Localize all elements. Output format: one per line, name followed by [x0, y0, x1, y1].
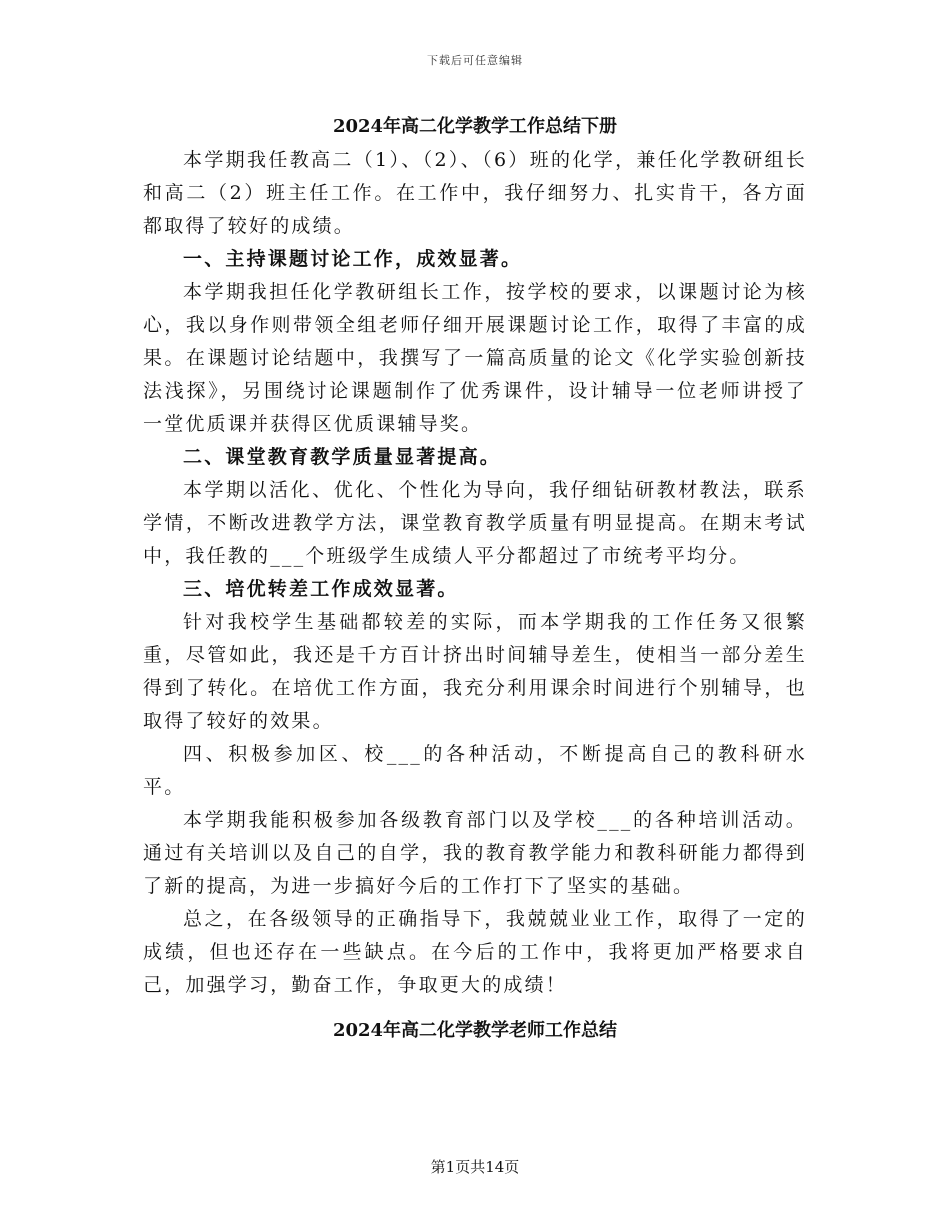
page-header-note: 下载后可任意编辑: [427, 54, 523, 67]
section-heading-1: 一、主持课题讨论工作，成效显著。: [183, 248, 523, 270]
section-4-paragraph: 本学期我能积极参加各级教育部门以及学校___的各种培训活动。通过有关培训以及自己的自学，我的教育教学能力和教科研能力都得到了新的提高，为进一步搞好今后的工作打下了坚实的基础。: [143, 809, 807, 897]
section-heading-4: 四、积极参加区、校___的各种活动，不断提高自己的教科研水平。: [143, 743, 807, 798]
section-heading-2: 二、课堂教育教学质量显著提高。: [183, 446, 502, 468]
document-title: 2024年高二化学教学工作总结下册: [332, 116, 618, 137]
next-document-title: 2024年高二化学教学老师工作总结: [332, 1020, 618, 1041]
page-footer-number: 第1页共14页: [430, 1158, 520, 1176]
section-1-paragraph: 本学期我担任化学教研组长工作，按学校的要求，以课题讨论为核心，我以身作则带领全组老师仔细开展课题讨论工作，取得了丰富的成果。在课题讨论结题中，我撰写了一篇高质量的论文《化学实验创新技法浅探》，另围绕讨论课题制作了优秀课件，设计辅导一位老师讲授了一堂优质课并获得区优质课辅导奖。: [143, 281, 807, 435]
section-2-paragraph: 本学期以活化、优化、个性化为导向，我仔细钻研教材教法，联系学情，不断改进教学方法，课堂教育教学质量有明显提高。在期末考试中，我任教的___个班级学生成绩人平分都超过了市统考平均分。: [143, 479, 807, 567]
section-3-paragraph: 针对我校学生基础都较差的实际，而本学期我的工作任务又很繁重，尽管如此，我还是千方百计挤出时间辅导差生，使相当一部分差生得到了转化。在培优工作方面，我充分利用课余时间进行个别辅导，也取得了较好的效果。: [143, 611, 807, 732]
conclusion-paragraph: 总之，在各级领导的正确指导下，我兢兢业业工作，取得了一定的成绩，但也还存在一些缺点。在今后的工作中，我将更加严格要求自己，加强学习，勤奋工作，争取更大的成绩！: [143, 908, 807, 996]
section-heading-3: 三、培优转差工作成效显著。: [183, 578, 459, 600]
intro-paragraph: 本学期我任教高二（1）、（2）、（6）班的化学，兼任化学教研组长和高二（2）班主任工作。在工作中，我仔细努力、扎实肯干，各方面都取得了较好的成绩。: [143, 149, 807, 237]
document-body: [143, 110, 807, 1048]
